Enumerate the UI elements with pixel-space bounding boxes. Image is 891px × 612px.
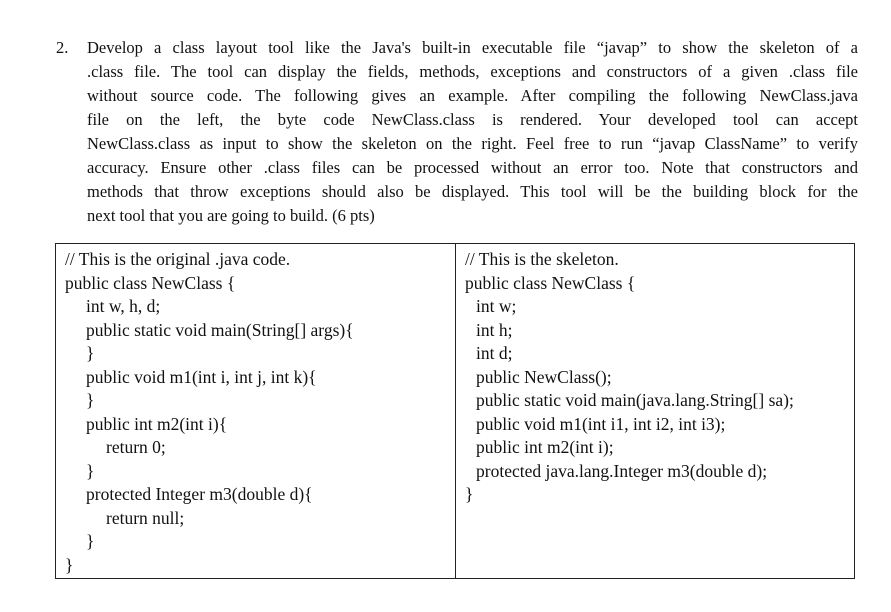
code-line: int h; <box>476 319 513 340</box>
skeleton-code-cell <box>456 244 854 578</box>
question-line: file on the left, the byte code NewClass.class is rendered. Your developed tool can accept <box>87 110 858 129</box>
question-line: without source code. The following gives an example. After compiling the following NewClass.java <box>87 86 858 105</box>
code-line: // This is the original .java code. <box>65 249 291 269</box>
code-line: } <box>65 554 74 575</box>
code-line: } <box>86 390 95 410</box>
code-line: } <box>465 484 474 504</box>
code-line: public void m1(int i1, int i2, int i3); <box>476 413 726 434</box>
question-line: Develop a class layout tool like the Java's built-in executable file “javap” to show the skeleton of a <box>87 38 858 57</box>
question-block <box>52 36 858 228</box>
question-number: 2. <box>56 38 69 57</box>
code-line: return null; <box>106 507 185 528</box>
code-line: public void m1(int i, int j, int k){ <box>86 366 317 387</box>
code-line: protected java.lang.Integer m3(double d); <box>476 460 768 481</box>
question-line: NewClass.class as input to show the skeleton on the right. Feel free to run “javap ClassName” to verify <box>87 134 858 153</box>
code-line: protected Integer m3(double d){ <box>86 484 313 504</box>
code-line: } <box>86 531 95 551</box>
code-line: } <box>86 460 95 481</box>
code-line: public static void main(java.lang.String[] sa); <box>476 390 794 410</box>
code-line: return 0; <box>106 437 166 457</box>
code-line: int w, h, d; <box>86 296 161 316</box>
code-line: public int m2(int i){ <box>86 413 228 434</box>
code-line: public class NewClass { <box>465 272 636 293</box>
question-line: next tool that you are going to build. (6 pts) <box>87 206 375 225</box>
code-line: public NewClass(); <box>476 366 612 387</box>
code-line: int d; <box>476 343 513 363</box>
original-code-cell <box>56 244 456 578</box>
code-line: public class NewClass { <box>65 272 236 293</box>
code-line: public static void main(String[] args){ <box>86 319 354 340</box>
code-line: // This is the skeleton. <box>465 249 619 269</box>
question-line: .class file. The tool can display the fields, methods, exceptions and constructors of a given .class file <box>87 62 858 81</box>
question-line: methods that throw exceptions should also be displayed. This tool will be the building block for the <box>87 182 858 201</box>
question-text <box>87 36 858 228</box>
question-line: accuracy. Ensure other .class files can be processed without an error too. Note that constructors and <box>87 158 858 177</box>
code-line: public int m2(int i); <box>476 437 614 457</box>
code-line: } <box>86 343 95 363</box>
code-line: int w; <box>476 296 517 316</box>
code-comparison-table <box>55 243 855 579</box>
